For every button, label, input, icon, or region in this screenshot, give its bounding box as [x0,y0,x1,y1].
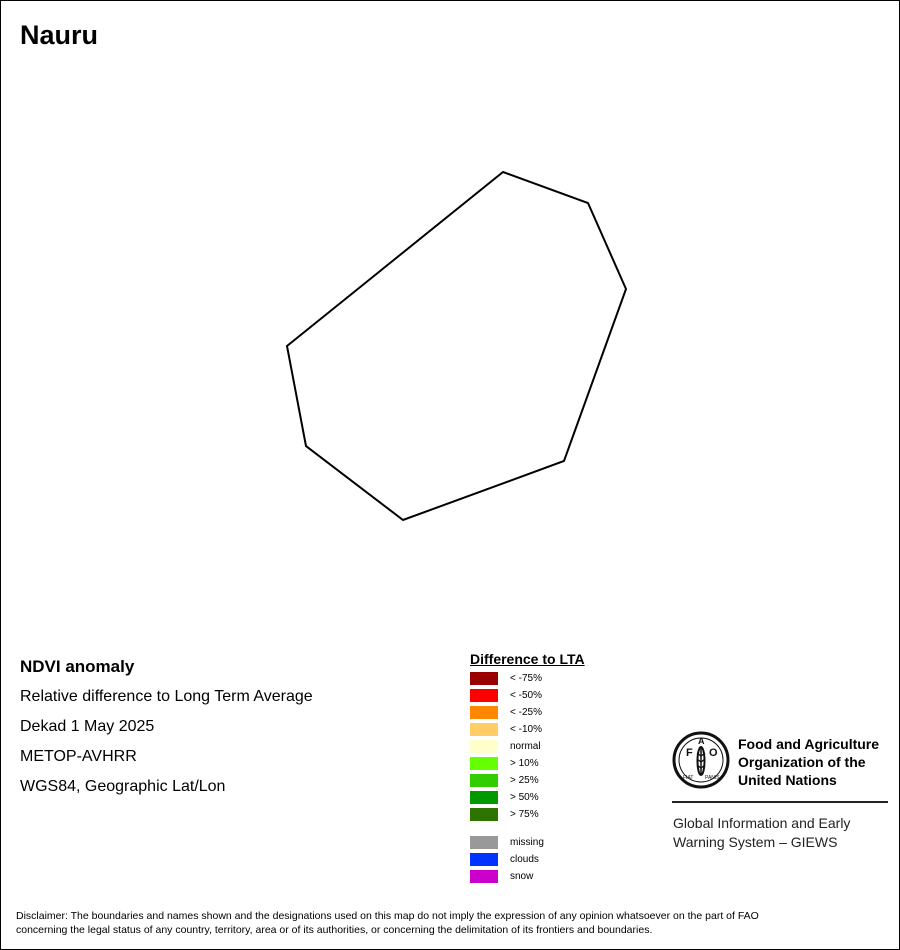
info-subtitle: Relative difference to Long Term Average [20,688,313,705]
fao-name [738,735,879,789]
legend-item [470,688,585,705]
legend-swatch [470,757,498,770]
legend-swatch [470,808,498,821]
giews-line1: Global Information and Early [673,815,851,831]
legend-item [470,722,585,739]
legend-label: snow [510,871,534,882]
legend-label: > 75% [510,809,539,820]
svg-text:F: F [686,747,693,759]
legend-swatch [470,740,498,753]
legend-item [470,739,585,756]
legend-item [470,790,585,807]
svg-text:O: O [709,747,718,759]
legend-swatch [470,723,498,736]
svg-text:A: A [698,736,705,746]
disclaimer-line2: concerning the legal status of any country, territory, area or of its authorities, or concerning the delimitation of its frontiers and boundaries. [16,924,653,936]
legend-classes [470,671,585,824]
legend [470,651,585,886]
fao-name-line2: Organization of the [738,754,866,770]
legend-title: Difference to LTA [470,651,585,667]
legend-item [470,807,585,824]
legend-label: < -10% [510,724,542,735]
info-period: Dekad 1 May 2025 [20,718,155,735]
legend-swatch [470,870,498,883]
map-info [20,656,313,806]
info-sensor: METOP-AVHRR [20,748,137,765]
legend-swatch [470,672,498,685]
legend-item [470,671,585,688]
info-projection: WGS84, Geographic Lat/Lon [20,778,226,795]
legend-item [470,852,585,869]
legend-swatch [470,853,498,866]
legend-label: > 50% [510,792,539,803]
legend-item [470,756,585,773]
legend-swatch [470,689,498,702]
giews-line2: Warning System – GIEWS [673,834,838,850]
fao-emblem-icon [672,731,730,789]
logo-divider [672,801,888,803]
legend-label: < -50% [510,690,542,701]
legend-extras [470,835,585,886]
legend-swatch [470,774,498,787]
legend-label: missing [510,837,544,848]
disclaimer [16,909,886,937]
legend-swatch [470,791,498,804]
legend-swatch [470,836,498,849]
disclaimer-line1: Disclaimer: The boundaries and names shown and the designations used on this map do not imply the expression of any opinion whatsoever on the part of FAO [16,910,759,922]
legend-label: clouds [510,854,539,865]
svg-text:FIAT: FIAT [683,775,694,781]
legend-label: > 10% [510,758,539,769]
legend-label: normal [510,741,541,752]
fao-name-line3: United Nations [738,772,837,788]
legend-swatch [470,706,498,719]
svg-text:PANIS: PANIS [705,775,720,781]
giews-name [673,814,850,852]
legend-label: < -75% [510,673,542,684]
nauru-outline [287,172,626,520]
legend-label: < -25% [510,707,542,718]
legend-item [470,869,585,886]
fao-name-line1: Food and Agriculture [738,736,880,752]
legend-item [470,835,585,852]
legend-item [470,705,585,722]
map-title: Nauru [20,20,99,50]
legend-label: > 25% [510,775,539,786]
info-heading: NDVI anomaly [20,657,135,676]
legend-item [470,773,585,790]
